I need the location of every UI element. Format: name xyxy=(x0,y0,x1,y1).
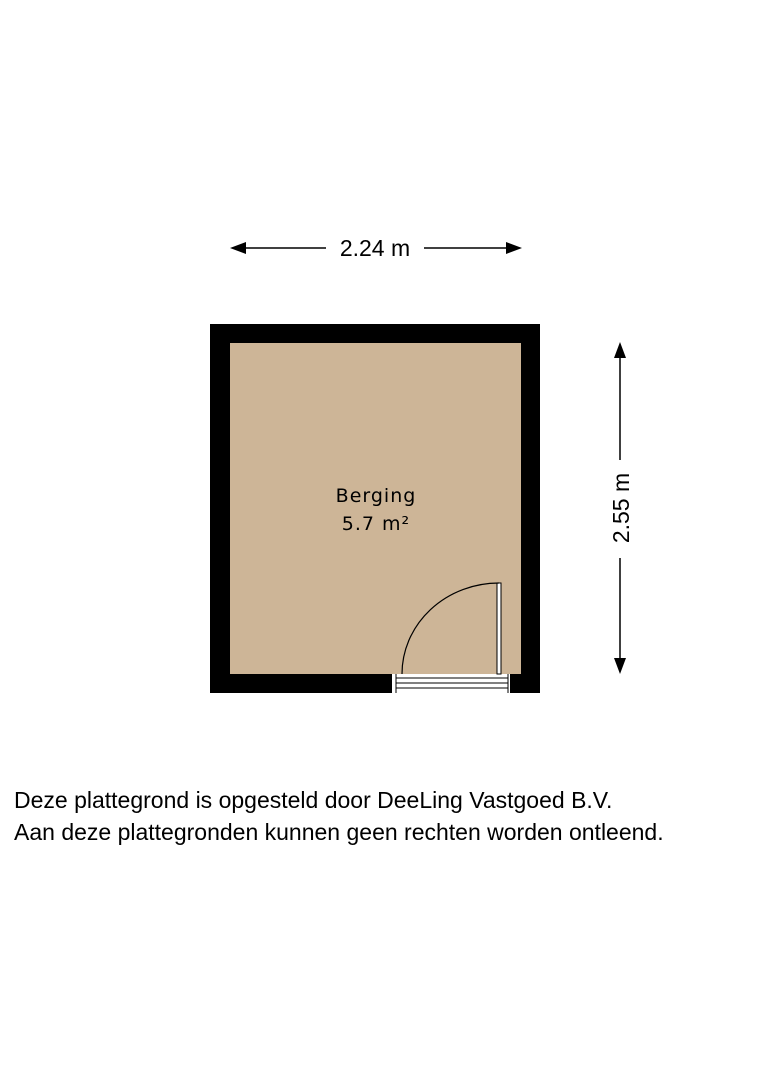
height-dimension-label: 2.55 m xyxy=(608,472,634,544)
room-area: 5.7 m² xyxy=(341,513,411,535)
room-floor xyxy=(230,343,521,674)
arrow-up-icon xyxy=(614,342,626,358)
disclaimer-line-2: Aan deze plattegronden kunnen geen rechten worden ontleend. xyxy=(14,819,664,845)
height-dimension xyxy=(608,342,634,674)
width-dimension-label: 2.24 m xyxy=(339,235,411,261)
door-leaf xyxy=(497,583,501,674)
disclaimer xyxy=(14,784,759,848)
width-dimension xyxy=(230,235,522,261)
arrow-left-icon xyxy=(230,242,246,254)
arrow-down-icon xyxy=(614,658,626,674)
arrow-right-icon xyxy=(506,242,522,254)
room-berging xyxy=(210,324,540,693)
disclaimer-line-1: Deze plattegrond is opgesteld door DeeLing Vastgoed B.V. xyxy=(14,787,613,813)
room-name: Berging xyxy=(335,485,417,507)
